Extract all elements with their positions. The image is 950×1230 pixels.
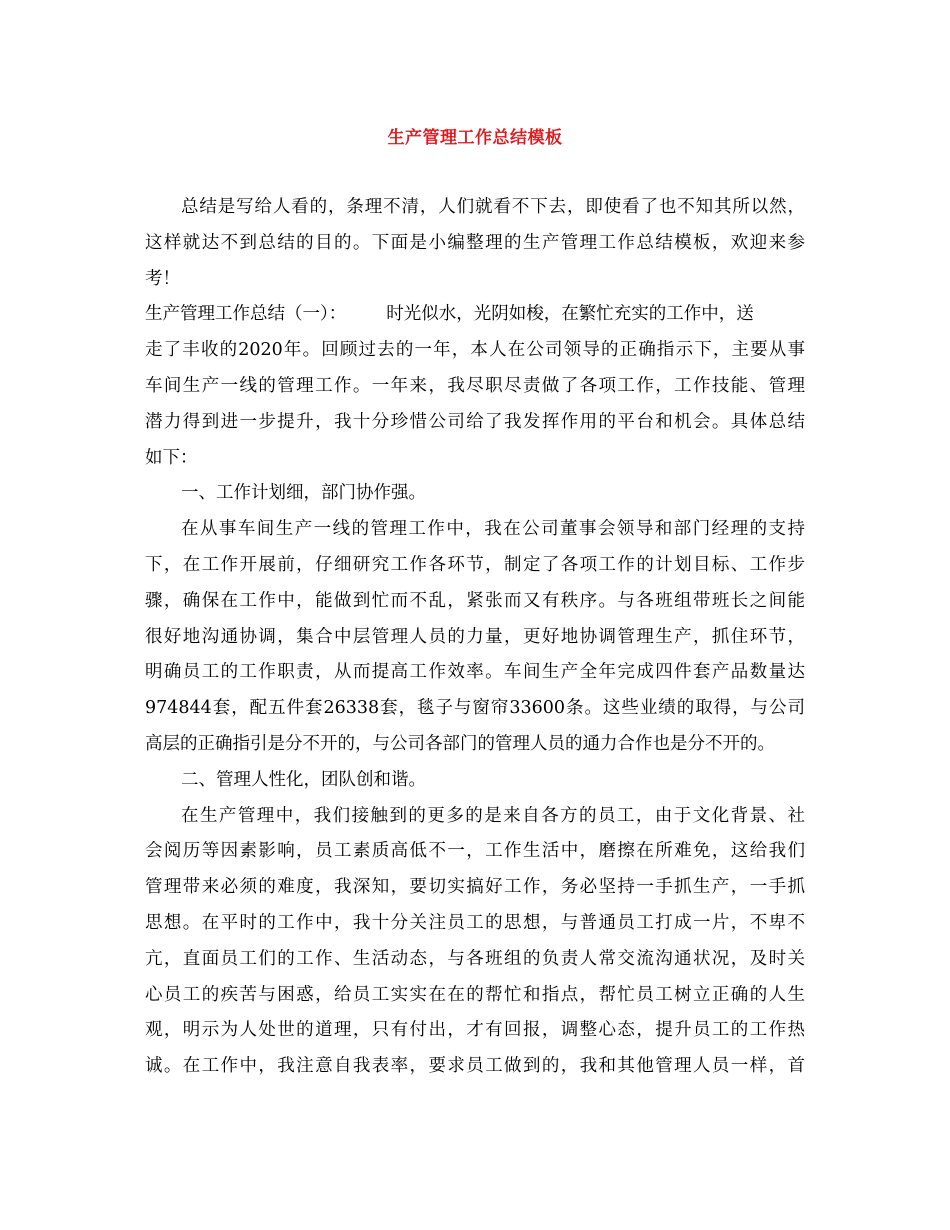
text-line (145, 476, 805, 512)
text-line-content: 考！ (145, 268, 180, 289)
text-line-content: 如下： (145, 447, 198, 468)
text-line (145, 512, 805, 548)
text-line-content: 思想。在平时的工作中，我十分关注员工的思想，与普通员工打成一片，不卑不 (145, 912, 805, 933)
text-line (145, 799, 805, 835)
text-line (145, 1049, 805, 1085)
text-line (145, 691, 805, 727)
text-line-content: 管理带来必须的难度，我深知，要切实搞好工作，务必坚持一手抓生产，一手抓 (145, 877, 805, 898)
document-title: 生产管理工作总结模板 (387, 128, 563, 148)
text-line-content: 生产管理工作总结（一）： (145, 304, 347, 325)
text-line (145, 655, 805, 691)
text-line-content: 明确员工的工作职责，从而提高工作效率。车间生产全年完成四件套产品数量达 (145, 662, 805, 683)
text-line-tail: 时光似水，光阴如梭，在繁忙充实的工作中，送 (386, 304, 754, 325)
text-line-content: 心员工的疾苦与困惑，给员工实实在在的帮忙和指点，帮忙员工树立正确的人生 (145, 984, 805, 1005)
text-line (145, 333, 805, 369)
text-line (145, 226, 805, 262)
text-line-content: 亢，直面员工们的工作、生活动态，与各班组的负责人常交流沟通状况，及时关 (145, 948, 805, 969)
text-line-content: 走了丰收的2020年。回顾过去的一年，本人在公司领导的正确指示下，主要从事 (145, 340, 805, 361)
text-line (145, 584, 805, 620)
text-line-content: 在从事车间生产一线的管理工作中，我在公司董事会领导和部门经理的支持 (181, 519, 805, 540)
text-line (145, 548, 805, 584)
text-line-content: 在生产管理中，我们接触到的更多的是来自各方的员工，由于文化背景、社 (181, 805, 805, 826)
text-line-content: 车间生产一线的管理工作。一年来，我尽职尽责做了各项工作，工作技能、管理 (145, 375, 805, 396)
text-line-content: 二、管理人性化，团队创和谐。 (181, 769, 426, 790)
text-line-content: 潜力得到进一步提升，我十分珍惜公司给了我发挥作用的平台和机会。具体总结 (145, 411, 805, 432)
text-line (145, 262, 805, 298)
text-line (145, 1013, 805, 1049)
text-line (145, 620, 805, 656)
text-line (145, 405, 805, 441)
text-line-content: 974844套，配五件套26338套，毯子与窗帘33600条。这些业绩的取得，与公司 (145, 698, 805, 719)
text-line (145, 441, 805, 477)
text-line (145, 190, 805, 226)
text-line-content: 会阅历等因素影响，员工素质高低不一，工作生活中，磨擦在所难免，这给我们 (145, 841, 805, 862)
text-line-content: 一、工作计划细，部门协作强。 (181, 483, 426, 504)
document-body (145, 190, 805, 1085)
text-line-content: 诚。在工作中，我注意自我表率，要求员工做到的，我和其他管理人员一样，首 (145, 1056, 805, 1077)
text-line-content: 下，在工作开展前，仔细研究工作各环节，制定了各项工作的计划目标、工作步 (145, 554, 805, 575)
text-line (145, 297, 805, 333)
text-line (145, 942, 805, 978)
text-line (145, 906, 805, 942)
text-line (145, 369, 805, 405)
text-line-content: 骤，确保在工作中，能做到忙而不乱，紧张而又有秩序。与各班组带班长之间能 (145, 590, 805, 611)
text-line (145, 763, 805, 799)
text-line (145, 870, 805, 906)
text-line (145, 978, 805, 1014)
text-line-content: 观，明示为人处世的道理，只有付出，才有回报，调整心态，提升员工的工作热 (145, 1020, 805, 1041)
text-line-content: 很好地沟通协调，集合中层管理人员的力量，更好地协调管理生产，抓住环节， (145, 626, 805, 647)
text-line-content: 总结是写给人看的，条理不清，人们就看不下去，即使看了也不知其所以然， (181, 197, 805, 217)
text-line (145, 834, 805, 870)
text-line-content: 这样就达不到总结的目的。下面是小编整理的生产管理工作总结模板，欢迎来参 (145, 232, 805, 253)
text-line-content: 高层的正确指引是分不开的，与公司各部门的管理人员的通力合作也是分不开的。 (145, 733, 775, 754)
text-line (145, 727, 805, 763)
